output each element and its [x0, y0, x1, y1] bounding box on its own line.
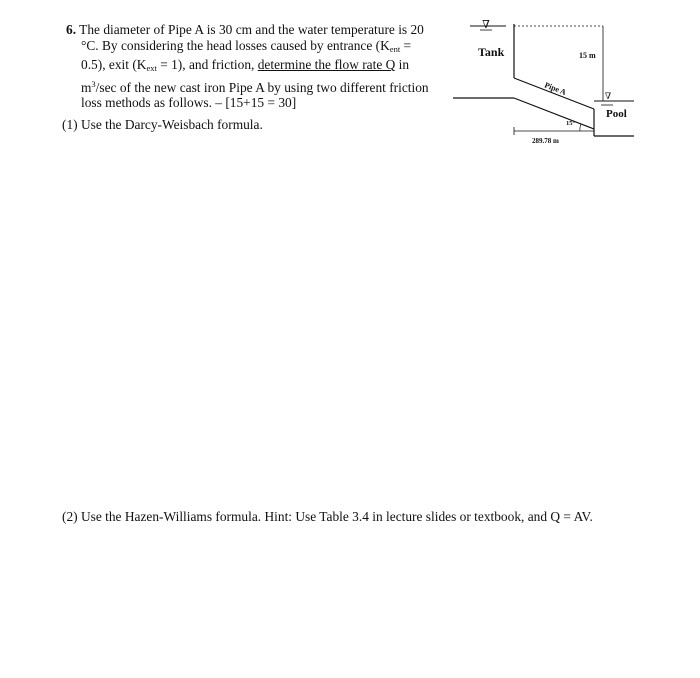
problem-text-3a: 0.5), exit (K: [81, 57, 147, 73]
problem-text-1: The diameter of Pipe A is 30 cm and the water temperature is 20: [79, 22, 424, 37]
angle-arc: [580, 124, 581, 131]
k-ent-subscript: ent: [389, 43, 401, 54]
problem-text-4b: /sec of the new cast iron Pipe A by using two different friction: [95, 79, 429, 95]
problem-line-1: [66, 22, 446, 38]
tank-water-surface-icon: ∇: [482, 19, 490, 31]
tank-label: Tank: [478, 45, 505, 59]
pipe-system-diagram: [448, 14, 638, 149]
pool-water-surface-icon: ∇: [604, 91, 612, 101]
height-label: 15 m: [579, 51, 596, 60]
problem-text-2b: =: [400, 37, 412, 53]
problem-line-5: loss methods as follows. – [15+15 = 30]: [81, 95, 297, 111]
problem-line-4: [66, 77, 446, 96]
problem-number: 6.: [66, 22, 77, 37]
problem-text-3c: in: [395, 57, 410, 73]
angle-label: 15°: [566, 120, 576, 127]
problem-text-3b: = 1), and friction,: [156, 57, 258, 73]
k-ext-subscript: ext: [146, 63, 157, 74]
part-2-question: (2) Use the Hazen-Williams formula. Hint: Use Table 3.4 in lecture slides or textbook, and Q = AV.: [62, 509, 593, 524]
underlined-task: determine the flow rate Q: [257, 57, 396, 73]
problem-line-3: [66, 57, 446, 77]
problem-text-4a: m: [81, 79, 92, 95]
pool-label: Pool: [606, 108, 627, 120]
problem-line-2: [66, 38, 446, 58]
problem-statement: [66, 22, 446, 111]
pipe-label: Pipe A: [543, 80, 568, 97]
problem-text-2a: °C. By considering the head losses caused by entrance (K: [81, 37, 390, 53]
cubic-superscript: 3: [91, 78, 96, 89]
length-label: 289.78 m: [532, 137, 559, 145]
part-1-question: (1) Use the Darcy-Weisbach formula.: [62, 117, 263, 132]
pipe-bottom-wall: [514, 98, 594, 129]
